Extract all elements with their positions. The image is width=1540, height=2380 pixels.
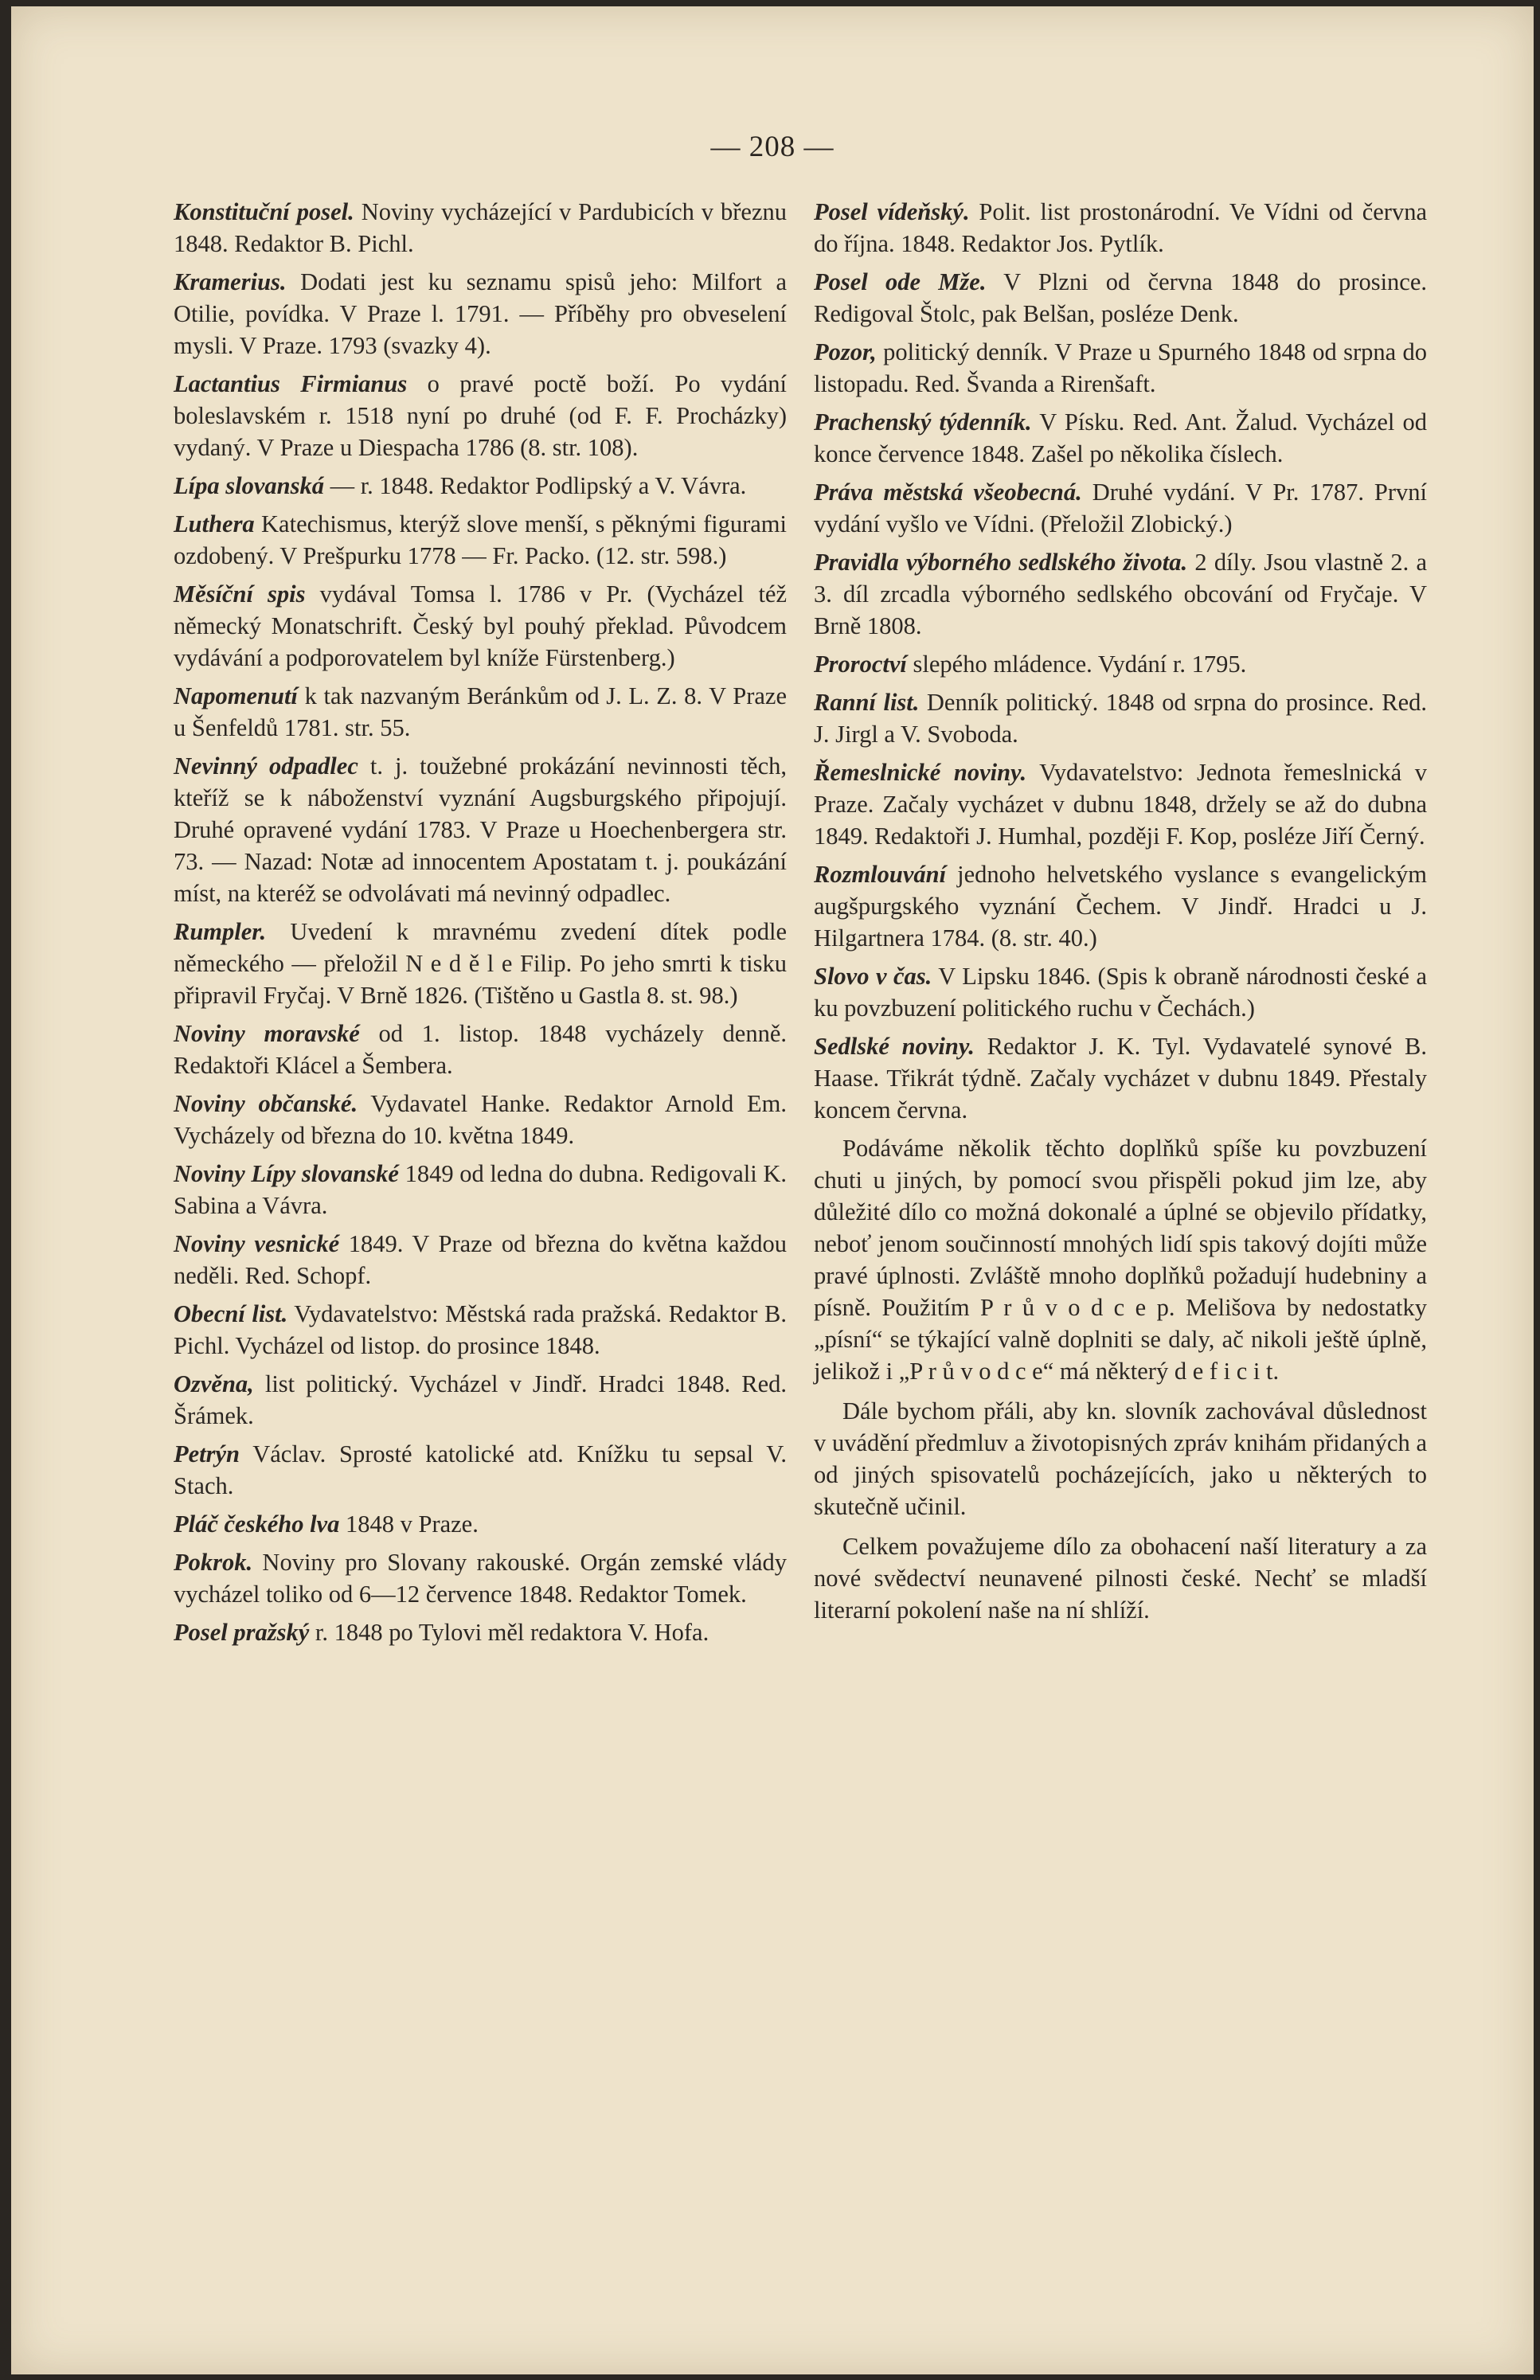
entry-text: Dodati jest ku seznamu spisů jeho: Milfort a Otilie, povídka. V Praze l. 1791. — Příběhy pro obveselení mysli. V Praze. 1793 (svazky 4). (174, 268, 787, 359)
entry-term: Pláč českého lva (174, 1510, 340, 1538)
entry-term: Nevinný odpadlec (174, 752, 358, 780)
entry (814, 336, 1427, 400)
entry-text: 2 díly. Jsou vlastně 2. a 3. díl zrcadla výborného sedlského obcování od Fryčaje. V Brně 1808. (814, 549, 1427, 639)
entry-term: Obecní list. (174, 1300, 288, 1327)
entry-text: 1849 od ledna do dubna. Redigovali K. Sabina a Vávra. (174, 1160, 788, 1219)
entry-term: Rumpler. (174, 918, 267, 945)
entry (814, 686, 1427, 750)
entry-text: Vydavatel Hanke. Redaktor Arnold Em. Vycházely od března do 10. května 1849. (174, 1090, 787, 1149)
entry (814, 406, 1427, 470)
left-column (174, 196, 787, 1655)
entry-term: Ranní list. (814, 689, 920, 716)
entry-term: Noviny moravské (174, 1020, 360, 1047)
entry (174, 1158, 787, 1221)
entry-text: Noviny vycházející v Pardubicích v březnu 1848. Redaktor B. Pichl. (174, 198, 787, 257)
entry-text: Denník politický. 1848 od srpna do prosince. Red. J. Jirgl a V. Svoboda. (814, 689, 1427, 748)
entry (174, 196, 787, 260)
entry-text: V Lipsku 1846. (Spis k obraně národnosti české a ku povzbuzení politického ruchu v Čechách.) (814, 963, 1428, 1022)
paragraph: Dále bychom přáli, aby kn. slovník zachovával důslednost v uvádění předmluv a životopisných zpráv knihám přidaných a od jiných spisovatelů pocházejících, jako u některých to skutečně učinil. (814, 1397, 1427, 1520)
entry-term: Sedlské noviny. (814, 1033, 975, 1060)
entry (174, 1018, 787, 1081)
entry (174, 1616, 787, 1648)
entry-text: V Plzni od června 1848 do prosince. Redigoval Štolc, pak Belšan, posléze Denk. (814, 268, 1428, 327)
entry (814, 266, 1427, 330)
entry (174, 578, 787, 674)
entry-text: 1848 v Praze. (339, 1510, 479, 1538)
entry-text: slepého mládence. Vydání r. 1795. (906, 651, 1247, 678)
entry-text: o pravé poctě boží. Po vydání boleslavském r. 1518 nyní po druhé (od F. F. Procházky) vydaný. V Praze u Diespacha 1786 (8. str. 108). (174, 370, 787, 461)
entry (174, 470, 787, 502)
entry-text: Václav. Sprosté katolické atd. Knížku tu sepsal V. Stach. (174, 1440, 787, 1499)
entry-text: Katechismus, kterýž slove menší, s pěknými figurami ozdobený. V Prešpurku 1778 — Fr. Packo. (12. str. 598.) (174, 510, 787, 569)
right-column (814, 196, 1427, 1634)
entry (174, 1228, 787, 1292)
entry-term: Řemeslnické noviny. (814, 759, 1027, 786)
book-page (11, 6, 1534, 2374)
entry-text: Vydavatelstvo: Městská rada pražská. Redaktor B. Pichl. Vycházel od listop. do prosince 1848. (174, 1300, 787, 1359)
entry-term: Prachenský týdenník. (814, 408, 1032, 436)
entry (814, 648, 1427, 680)
entry-text: r. 1848 po Tylovi měl redaktora V. Hofa. (309, 1619, 709, 1646)
entry-text: — r. 1848. Redaktor Podlipský a V. Vávra. (323, 472, 747, 499)
entry (814, 1030, 1427, 1126)
entry-term: Posel vídeňský. (814, 198, 970, 225)
entry (814, 196, 1427, 260)
entry-term: Konstituční posel. (174, 198, 354, 225)
entry-text: Vydavatelstvo: Jednota řemeslnická v Praze. Začaly vycházet v dubnu 1848, držely se až do dubna 1849. Redaktoři J. Humhal, později F. Kop, posléze Jiří Černý. (814, 759, 1427, 850)
entry-term: Noviny občanské. (174, 1090, 358, 1117)
entry-text: Polit. list prostonárodní. Ve Vídni od června do října. 1848. Redaktor Jos. Pytlík. (814, 198, 1427, 257)
entry (174, 1438, 787, 1502)
entry (814, 960, 1427, 1024)
entry (174, 750, 787, 909)
entry (174, 1298, 787, 1362)
entry-term: Lípa slovanská (174, 472, 324, 499)
entry-text: Noviny pro Slovany rakouské. Orgán zemské vlády vycházel toliko od 6—12 července 1848. Redaktor Tomek. (174, 1549, 787, 1608)
entry (814, 476, 1427, 540)
entry (174, 508, 787, 572)
paragraph: Podáváme několik těchto doplňků spíše ku povzbuzení chuti u jiných, by pomocí svou přispěli pokud jim lze, aby důležité dílo co možná dokonalé a úplné se objevilo přídatky, neboť jenom součinností mnohých lidí spis takový dojíti může pravé úplnosti. Zvláště mnoho doplňků požadují hudebniny a písně. Použitím P r ů v o d c e p. Melišova by nedostatky „písní“ se týkající valně doplniti se daly, ač nikoli ještě úplně, jelikož i „P r ů v o d c e“ má některý d e f i c i t. (814, 1135, 1427, 1385)
entry-text: list politický. Vycházel v Jindř. Hradci 1848. Red. Šrámek. (174, 1370, 787, 1429)
page-number: — 208 — (710, 131, 834, 163)
entry-term: Měsíční spis (174, 580, 306, 608)
entry-text: t. j. toužebné prokázání nevinnosti těch, kteříž se k náboženství vyznání Augsburgského připojují. Druhé opravené vydání 1783. V Praze u Hoechenbergera str. 73. — Nazad: Notæ ad innocentem Apostatam t. j. poukázání míst, na kteréž se odvolávati má nevinný odpadlec. (174, 752, 787, 907)
entry (814, 756, 1427, 852)
entry-term: Luthera (174, 510, 255, 537)
entry (174, 1546, 787, 1610)
entry-term: Noviny vesnické (174, 1230, 340, 1257)
entry-text: V Písku. Red. Ant. Žalud. Vycházel od konce července 1848. Zašel po několika číslech. (814, 408, 1427, 467)
entry-term: Ozvěna, (174, 1370, 254, 1397)
entry-term: Slovo v čas. (814, 963, 932, 990)
entry (174, 1368, 787, 1432)
entry-term: Posel ode Mže. (814, 268, 987, 295)
entry (814, 546, 1427, 642)
entry-term: Noviny Lípy slovanské (174, 1160, 399, 1187)
entry-term: Posel pražský (174, 1619, 310, 1646)
entry (174, 1088, 787, 1151)
entry-term: Napomenutí (174, 682, 298, 709)
entry (174, 266, 787, 361)
entry-text: vydával Tomsa l. 1786 v Pr. (Vycházel též německý Monatschrift. Český byl pouhý překlad. Původcem vydávání a podporovatelem byl kníže Fürstenberg.) (174, 580, 788, 671)
entry (174, 680, 787, 744)
entry-term: Práva městská všeobecná. (814, 479, 1082, 506)
entry-text: Uvedení k mravnému zvedení dítek podle německého — přeložil N e d ě l e Filip. Po jeho smrti k tisku připravil Fryčaj. V Brně 1826. (Tištěno u Gastla 8. st. 98.) (174, 918, 787, 1009)
entry-text: Redaktor J. K. Tyl. Vydavatelé synové B. Haase. Třikrát týdně. Začaly vycházet v dubnu 1849. Přestaly koncem června. (814, 1033, 1427, 1124)
entry-term: Pokrok. (174, 1549, 253, 1576)
entry-text: k tak nazvaným Beránkům od J. L. Z. 8. V Praze u Šenfeldů 1781. str. 55. (174, 682, 787, 741)
entry-term: Petrýn (174, 1440, 240, 1467)
paragraph: Celkem považujeme dílo za obohacení naší literatury a za nové svědectví neunavené pilnosti české. Nechť se mladší literarní pokolení naše na ní shlíží. (814, 1533, 1427, 1624)
entry (174, 1508, 787, 1540)
entry-text: politický denník. V Praze u Spurného 1848 od srpna do listopadu. Red. Švanda a Rirenšaft. (814, 338, 1427, 397)
entry-term: Kramerius. (174, 268, 287, 295)
entry-text: 1849. V Praze od března do května každou neděli. Red. Schopf. (174, 1230, 787, 1289)
entry-term: Pravidla výborného sedlského života. (814, 549, 1188, 576)
entry (174, 916, 787, 1011)
entry-term: Pozor, (814, 338, 877, 365)
entry (174, 368, 787, 463)
entry-text: jednoho helvetského vyslance s evangelickým augšpurgského vyznání Čechem. V Jindř. Hradci u J. Hilgartnera 1784. (8. str. 40.) (814, 861, 1427, 952)
entry-text: Druhé vydání. V Pr. 1787. První vydání vyšlo ve Vídni. (Přeložil Zlobický.) (814, 479, 1427, 537)
entry-term: Rozmlouvání (814, 861, 947, 888)
entry-term: Proroctví (814, 651, 907, 678)
entry (814, 858, 1427, 954)
entry-term: Lactantius Firmianus (174, 370, 408, 397)
entry-text: od 1. listop. 1848 vycházely denně. Redaktoři Klácel a Šembera. (174, 1020, 787, 1079)
